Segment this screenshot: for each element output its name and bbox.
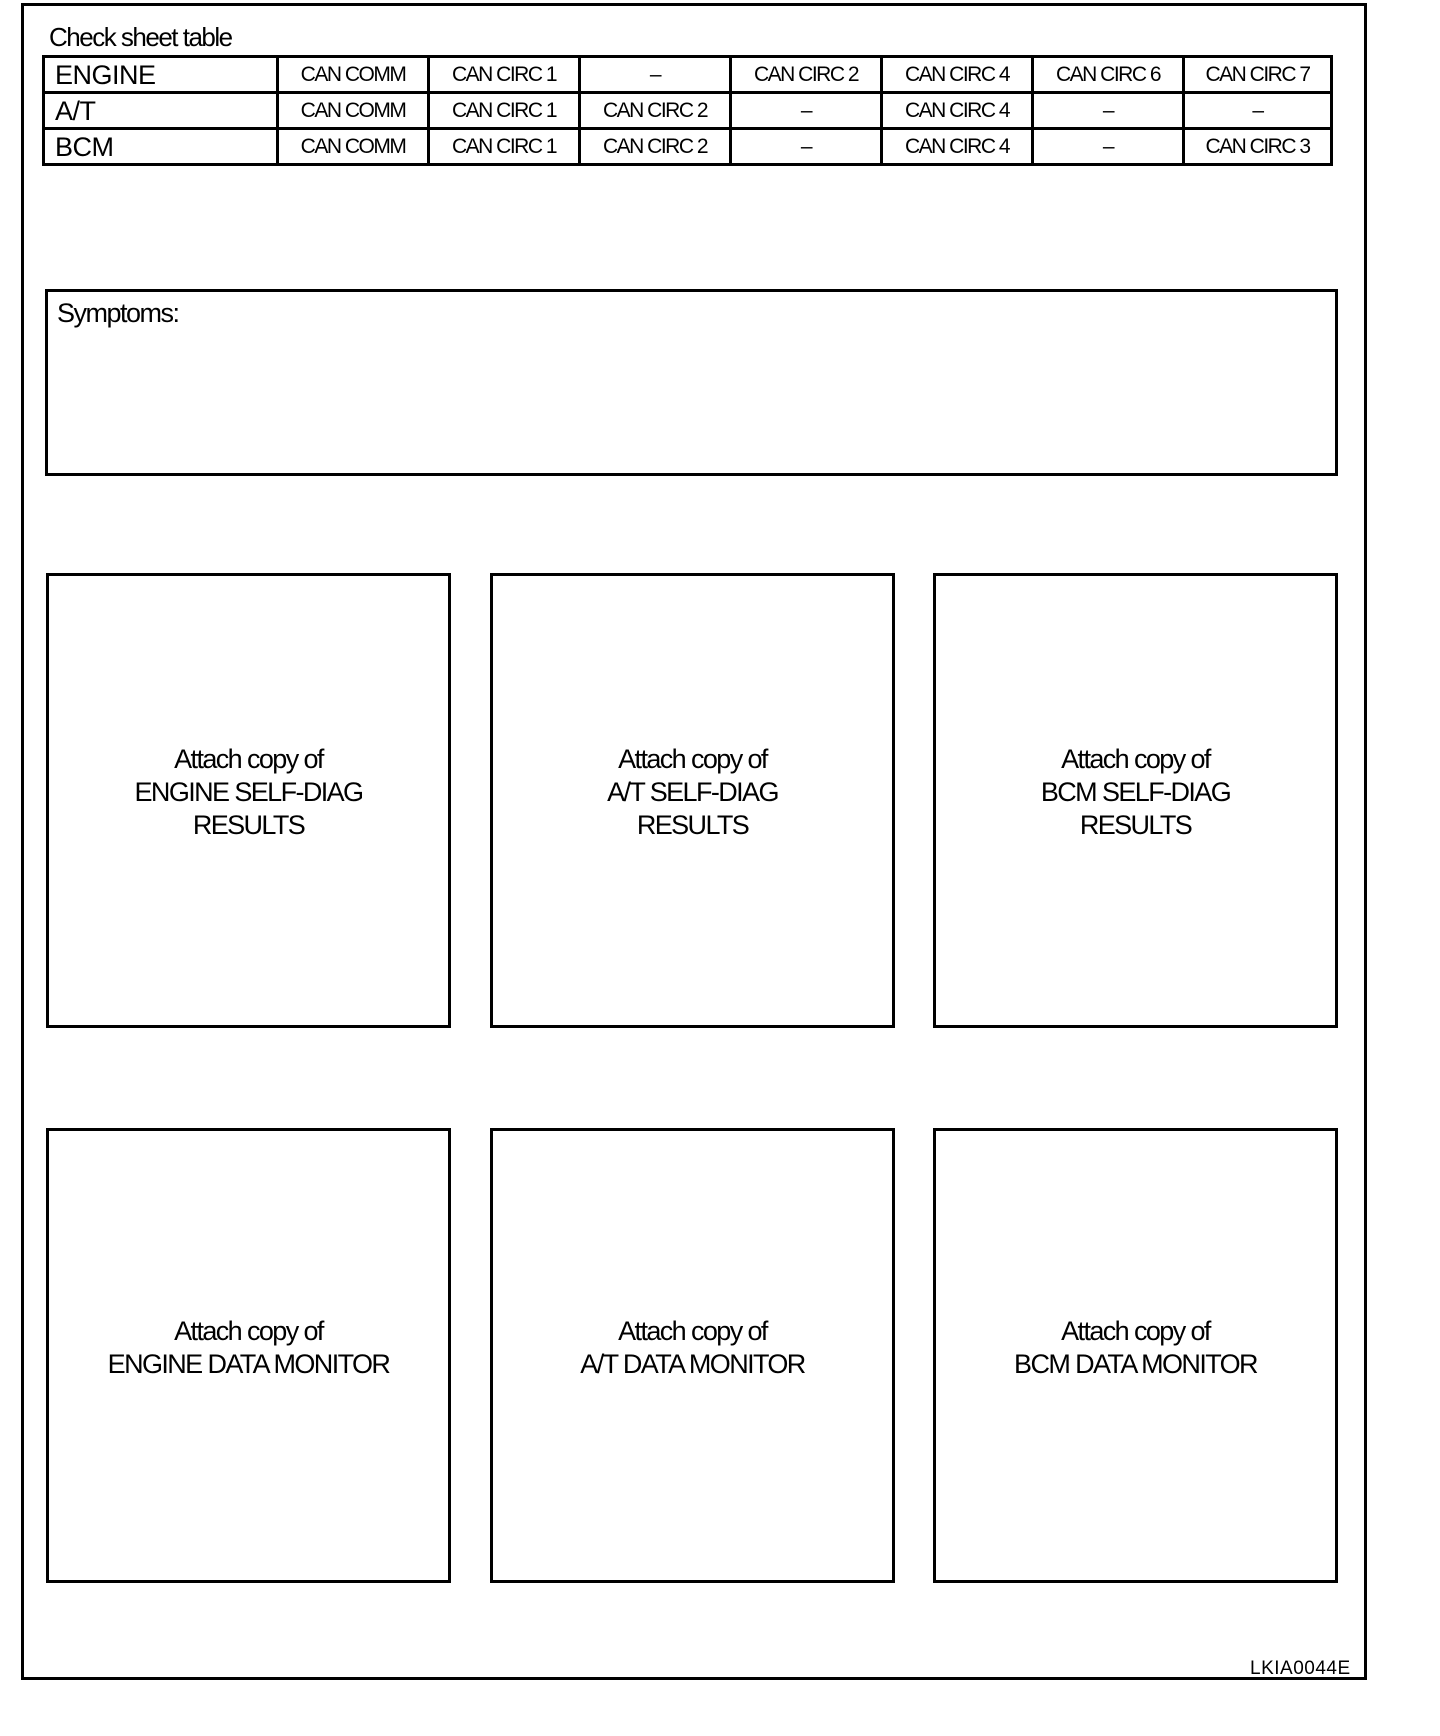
table-cell: CAN CIRC 1: [429, 57, 580, 93]
table-cell: CAN COMM: [278, 129, 429, 165]
table-cell: –: [731, 93, 882, 129]
table-cell: –: [1184, 93, 1332, 129]
attach-line: Attach copy of: [618, 1315, 767, 1346]
table-cell: CAN COMM: [278, 93, 429, 129]
system-name-cell: ENGINE: [44, 57, 278, 93]
bcm-self-diag-box: [933, 573, 1338, 1028]
attach-line: RESULTS: [636, 810, 749, 840]
table-cell: CAN CIRC 2: [580, 129, 731, 165]
system-name-cell: A/T: [44, 93, 278, 129]
engine-self-diag-box: [46, 573, 451, 1028]
attach-line: RESULTS: [1079, 810, 1192, 840]
attach-line: ENGINE SELF-DIAG: [134, 777, 363, 807]
engine-data-monitor-box: [46, 1128, 451, 1583]
attach-instruction: [108, 1315, 390, 1381]
attach-instruction: [1041, 743, 1230, 842]
bcm-data-monitor-box: [933, 1128, 1338, 1583]
table-cell: –: [580, 57, 731, 93]
check-sheet-table: [42, 55, 1333, 166]
table-cell: CAN CIRC 3: [1184, 129, 1332, 165]
table-row: [44, 129, 1332, 165]
table-cell: CAN CIRC 4: [882, 93, 1033, 129]
attach-instruction: [135, 743, 363, 842]
attach-instruction: [1014, 1315, 1257, 1381]
at-data-monitor-box: [490, 1128, 895, 1583]
symptoms-label: Symptoms:: [57, 298, 179, 328]
table-cell: CAN COMM: [278, 57, 429, 93]
attach-instruction: [580, 1315, 804, 1381]
at-self-diag-box: [490, 573, 895, 1028]
check-sheet-title: Check sheet table: [49, 22, 232, 52]
table-cell: CAN CIRC 2: [731, 57, 882, 93]
attach-line: Attach copy of: [1061, 744, 1210, 774]
table-cell: CAN CIRC 4: [882, 57, 1033, 93]
attach-line: Attach copy of: [174, 744, 323, 774]
attach-line: ENGINE DATA MONITOR: [107, 1348, 390, 1379]
table-cell: CAN CIRC 4: [882, 129, 1033, 165]
attach-line: Attach copy of: [174, 1315, 323, 1346]
attach-instruction: [607, 743, 778, 842]
attach-line: BCM SELF-DIAG: [1040, 777, 1231, 807]
attach-line: Attach copy of: [618, 744, 767, 774]
table-cell: CAN CIRC 2: [580, 93, 731, 129]
table-cell: CAN CIRC 1: [429, 129, 580, 165]
table-cell: –: [1033, 129, 1184, 165]
attach-line: BCM DATA MONITOR: [1014, 1348, 1257, 1379]
symptoms-box[interactable]: [45, 289, 1338, 476]
attach-line: A/T SELF-DIAG: [607, 777, 778, 807]
table-row: [44, 57, 1332, 93]
table-cell: CAN CIRC 7: [1184, 57, 1332, 93]
table-cell: CAN CIRC 1: [429, 93, 580, 129]
table-cell: CAN CIRC 6: [1033, 57, 1184, 93]
table-cell: –: [1033, 93, 1184, 129]
reference-code: LKIA0044E: [1250, 1658, 1351, 1679]
attach-line: A/T DATA MONITOR: [580, 1348, 805, 1379]
attach-line: RESULTS: [192, 810, 305, 840]
attach-line: Attach copy of: [1061, 1315, 1210, 1346]
table-row: [44, 93, 1332, 129]
table-cell: –: [731, 129, 882, 165]
system-name-cell: BCM: [44, 129, 278, 165]
